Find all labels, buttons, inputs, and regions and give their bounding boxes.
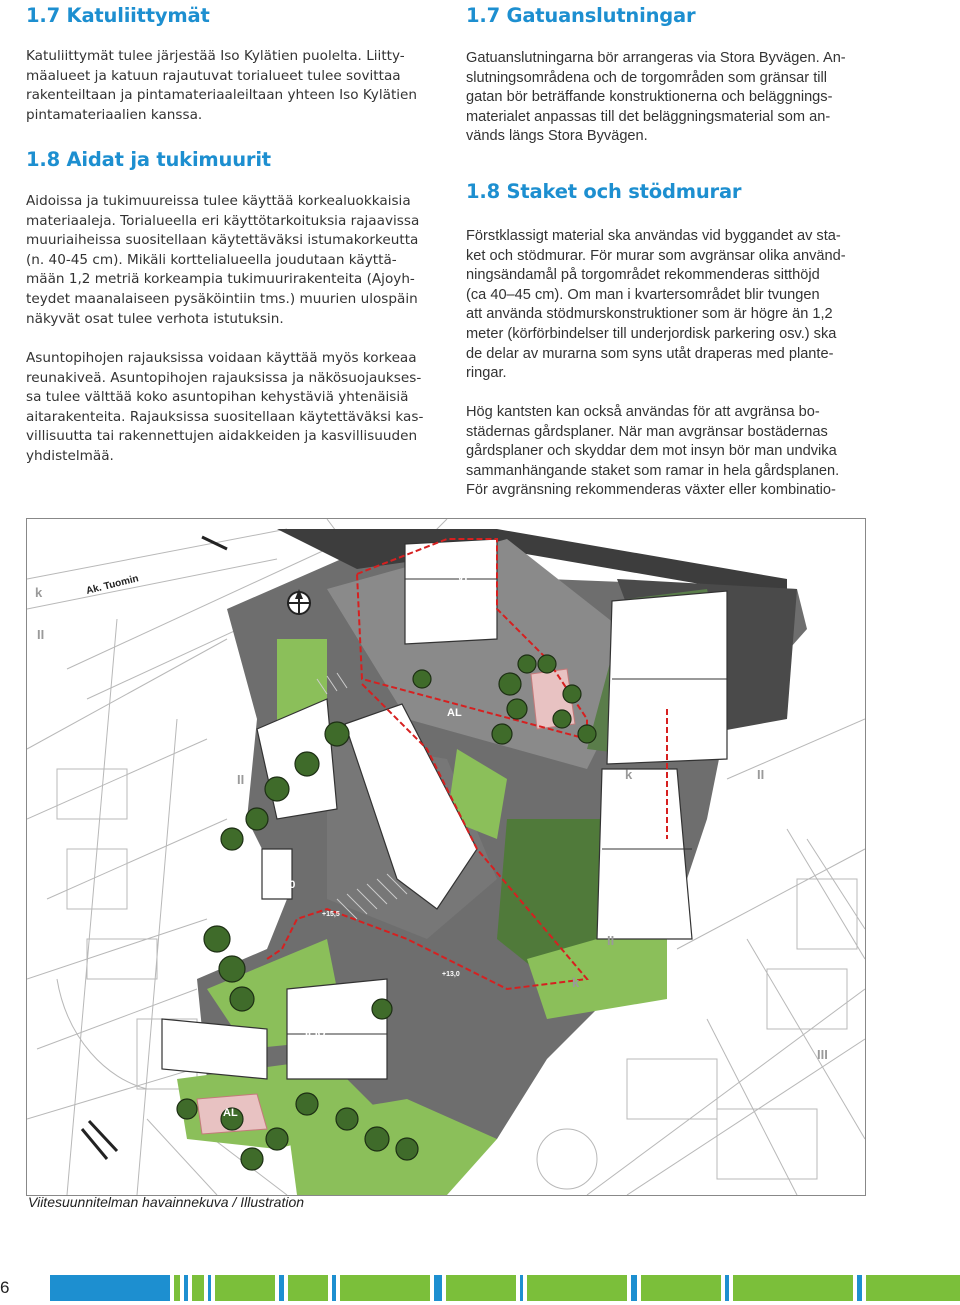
- label-ii-iv-area: 1950: [305, 1047, 330, 1059]
- label-roman-1: II: [37, 627, 45, 642]
- label-roman-4: II: [757, 767, 765, 782]
- label-al-3: AL: [223, 1107, 238, 1119]
- heading-katuliittymat: 1.7 Katuliittymät: [26, 4, 210, 27]
- label-v-area: 2600: [437, 843, 462, 855]
- figure-caption: Viitesuunnitelman havainnekuva / Illustration: [28, 1194, 305, 1210]
- label-vvi-mid-area: 2250: [621, 837, 646, 849]
- building-lower-left: [162, 1019, 267, 1079]
- paragraph-katuliittymat: Katuliittymät tulee järjestää Iso Kylätien puolelta. Liitty- mäalueet ja katuun rajautuvat torialueet tulee sovittaa rakenteiltaan ja pintamateriaaleiltaan yhteen Iso Kylätien pintamateriaalien kanssa.: [26, 48, 418, 123]
- label-elev-2: +13,0: [442, 971, 460, 978]
- site-plan-svg: [27, 519, 865, 1195]
- paragraph-aidat: Aidoissa ja tukimuureissa tulee käyttää korkealuokkaisia materiaaleja. Torialueella eri käyttötarkoituksia rajaavissa muuriaiheissa suositellaan käytettäväksi istumakorkeutta (n. 40-45 cm). Mikäli korttelialueella joudutaan käyttä- mään 1,2 metriä korkeampia tukimuurirakenteita (Ajoyh- teydet maanalaiseen pysäköintiin tms.) muurien ulospäin näkyvät osat tulee verhota istutuksin.: [26, 193, 420, 327]
- label-ii-small-area: 180: [277, 879, 296, 891]
- heading-aidat: 1.8 Aidat ja tukimuurit: [26, 148, 271, 171]
- building-ii-iv: [287, 979, 387, 1079]
- building-vi: [405, 539, 497, 644]
- heading-staket: 1.8 Staket och stödmurar: [466, 180, 742, 203]
- label-k-1: k: [35, 585, 43, 600]
- label-roman-2: II: [607, 933, 615, 948]
- building-vvi-mid: [597, 769, 692, 939]
- label-vvi-mid: V-VI: [621, 822, 642, 834]
- paragraph-gatuanslutningar: Gatuanslutningarna bör arrangeras via Stora Byvägen. An- slutningsområdena och de torgområden som gränsar till gatan bör beträffande konstruktionerna och beläggnings- materialet anpassas till det beläggningsmaterial som an- vänds längs Stora Byvägen.: [466, 50, 846, 145]
- label-elev-1: +15,5: [322, 911, 340, 918]
- label-vi: VI: [457, 572, 468, 584]
- paragraph-staket: Förstklassigt material ska användas vid byggandet av sta- ket och stödmurar. För murar som avgränsar olika använd- ningsändamål på torgområdet rekommenderas sitthöjd (ca 40–45 cm). Om man i kvartersområdet blir tvungen att använda stödmurskonstruktioner som är högre än 1,2 meter (körförbindelser till underjordisk parkering osv.) ska de delar av murarna som syns utåt draperas med plante- ringar.: [466, 228, 846, 382]
- label-k-3: k: [572, 975, 580, 990]
- paragraph-asuntopihat: Asuntopihojen rajauksissa voidaan käyttää myös korkeaa reunakiveä. Asuntopihojen rajauksissa ja näkösuojaukses- sa tulee välttää koko asuntopihan kehystäviä yhtenäisiä aitarakenteita. Rajauksissa suositellaan käytettäväksi kas- villisuutta tai rakennettujen aidakkeiden ja kasvillisuuden yhdistelmää.: [26, 350, 424, 464]
- footer-color-bar: [50, 1275, 960, 1301]
- paragraph-kantsten: Hög kantsten kan också användas för att avgränsa bo- städernas gårdsplaner. När man avgränsar bostädernas gårdsplaner och skyddar dem mot insyn bör man undvika sammanhängande staket som ramar in hela gårdsplanen. För avgränsning rekommenderas växter eller kombinatio-: [466, 404, 840, 499]
- label-roman-3: II: [237, 772, 245, 787]
- label-vvi-top-area: 2600: [665, 645, 690, 657]
- label-al-1: AL: [447, 707, 462, 719]
- heading-gatuanslutningar: 1.7 Gatuanslutningar: [466, 4, 696, 27]
- label-ii-iv: II-IV: [305, 1032, 326, 1044]
- label-street: Ak. Tuomin: [85, 573, 140, 597]
- page-number: 6: [0, 1278, 10, 1297]
- label-ii-small: II: [282, 863, 289, 875]
- label-k-2: k: [625, 767, 633, 782]
- label-roman-5: III: [817, 1047, 828, 1062]
- label-vvi-top: V-VI: [665, 630, 686, 642]
- site-plan-illustration: [26, 518, 866, 1196]
- label-vi-area: 2250: [457, 587, 482, 599]
- label-v: V: [443, 828, 451, 840]
- label-al-2: AL: [233, 924, 248, 936]
